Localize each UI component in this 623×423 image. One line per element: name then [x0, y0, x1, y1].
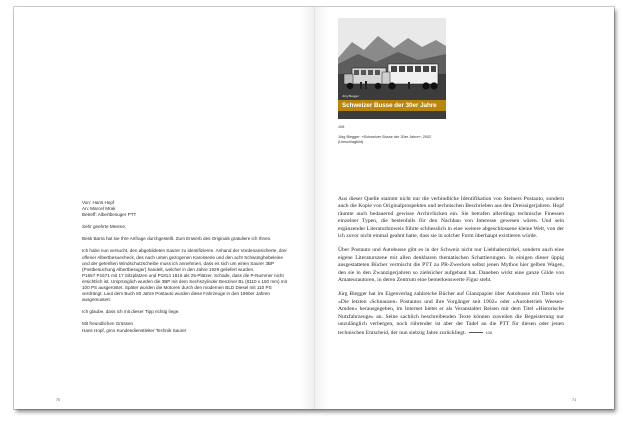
cover-author: Jürg Biegger — [342, 94, 360, 98]
letter-paragraph: Ich habe nun versucht, den abgebildeten Saurer zu identifizieren. Anhand der Vordenansicherte, drei offener Albertbesuecheck, des nach unten gezogenen Karosserie und den acht Schwünghebeleine und der getenlten Windschutzscheibe muss ich annehmen, dass es sich um einen Saurer 3BP (Postbesuchung Albertbesuger) handelt, welcher in den Jahre 1929 geliefert wurden. — [82, 248, 287, 272]
letter-salutation: Sehr geehrte Mesme, — [82, 224, 127, 230]
letter-paragraph: Ich glaube, dass ich mit dieser Tipp richtig liege. — [82, 309, 180, 315]
letter-header-from: Von: Hans Hopf — [82, 200, 115, 205]
book-spine — [314, 7, 315, 409]
letter-header-subject: Betreff: Albertbesuger PTT — [82, 212, 137, 218]
letter-text — [82, 200, 290, 334]
book-cover-photo — [338, 18, 446, 119]
book-spread — [14, 7, 614, 409]
figure-number: 108 — [338, 125, 345, 129]
body-paragraph-last — [338, 291, 564, 336]
letter-signature: Hans Hopf, gmo Kundendienstleiter Technik Saurer — [82, 327, 187, 333]
body-paragraph: Aus dieser Quelle stammt nicht nur die verbindliche Identifikation von Steiners Postauto, sondern auch die Kopie von Originalprospekten und technischen Beschrieben aus den Dreissigerjahren. Hopf räumte auch bedauernd gewisse Archivlücken ein. Sie betrafen allerdings technische Finessen einzelner Typen, die bestenfalls für den Nachbau von Interesse gewesen wären. Und sein ergänzender Literaturhinweis führte schliesslich in eine weitere abgeschlossene kleine Welt, von der ich zuvor nicht einmal geahnt hatte, dass sie in solcher Form überhaupt existieren würde. — [338, 196, 564, 240]
figure-caption: Jürg Biegger: «Schweizer Busse der 30er Jahre», 2002 (Umschlagbild). — [338, 135, 432, 144]
reference-dash — [469, 332, 483, 333]
letter-closing: Mit freundlichen Grüssen — [82, 321, 134, 327]
letter-paragraph: Besk Barra hat sie Ihre Anfrage durchgestellt. Zum Enwerb des Originals gratuliere ich Ihnen. — [82, 236, 272, 242]
letter-header-to: An: Marcel Mrak — [82, 206, 116, 212]
reference-number: 108 — [485, 329, 493, 335]
main-text — [338, 196, 564, 337]
letter-paragraph: P1657 P1671 mit 17 Sitzplätzen und P1814 1816 als 25-Plätzer. Schade, dass die P-Nummer nicht ersichtlich ist. Ursprünglich wurden die 3BP mit dem Sechszylinder Benziner BL (8110 x 150 mm) mit 100 PS ausgerüstet. Später wurden die Motoren durch den modernen BLD Diesel mit 110 PS verdrängt. Laut dem Buch 80 Jahre Postauto wurden diese Fahrzeuge in den 1960er Jahren ausgemustert. — [82, 272, 287, 303]
page-number-right: 71 — [572, 398, 577, 402]
body-paragraph: Über Postauto und Autobusse gibt es in der Schweiz nicht nur Liebhaberzirkel, sondern auch eine eigene Literaturszene mit allen denkbaren thematischen Schattierungen. In einigen dieser üppig ausgestatteten Bücher vermischt die PTT zu PR-Zwecken selbst jenen Mythos hier gelben Wagen, den sie in den Zwanzigerjahren so ziehsicher aufgebaut hat. Daneben wirkt eine ganze Gilde von Amateurautoren, in deren Zentrum eine bemerkenswerte Figur steht. — [338, 247, 564, 284]
cover-title: Schweizer Busse der 30er Jahre — [338, 100, 446, 111]
body-paragraph-text: Jürg Biegger hat im Eigenverlag zahlreiche Bücher auf Glanzpapier über Autobusse mit Titeln wie «Die letzten ‹Schnauzen› Postautos und ihre Vorgänger seit 1902» oder «Autobetrieb Weesen-Amden» herausgegeben, im Internet bietet er als Veranstalter Reisen mit dem Titel «Historische Nutzfahrzeuge» an. Seine sachlich beschreibenden Texte können zuweilen die Begeisterung nur unzulänglich verbergen, noch rührender ist aber der Tadel an die PTT für diesen oder jenen technischen Entscheid, der nun siebzig Jahre zurückliegt. — [338, 291, 564, 336]
page-number-left: 70 — [56, 398, 61, 402]
